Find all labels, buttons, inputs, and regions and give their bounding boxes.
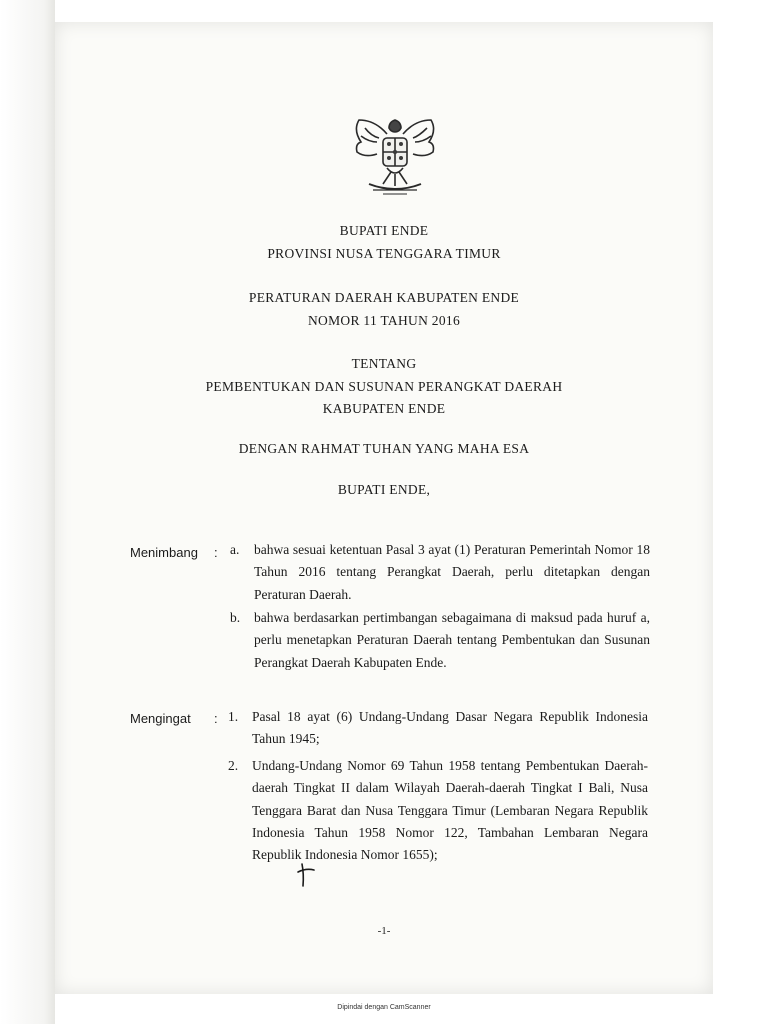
item-text: Pasal 18 ayat (6) Undang-Undang Dasar Negara Republik Indonesia Tahun 1945; [252,709,648,747]
scan-margin [0,0,55,1024]
nomor-heading: NOMOR 11 TAHUN 2016 [308,313,460,328]
item-mark: 2. [228,758,239,773]
handwritten-initial-icon [296,862,318,888]
mengingat-colon: : [214,711,218,726]
scanner-footer: Dipindai dengan CamScanner [337,1004,431,1011]
mengingat-item-2 [228,755,648,866]
garuda-emblem-icon [347,110,443,205]
judul-line-1: PEMBENTUKAN DAN SUSUNAN PERANGKAT DAERAH [205,379,563,394]
rahmat-line: DENGAN RAHMAT TUHAN YANG MAHA ESA [238,441,530,456]
tentang-heading: TENTANG [351,356,417,371]
item-text: bahwa sesuai ketentuan Pasal 3 ayat (1) Peraturan Pemerintah Nomor 18 Tahun 2016 tentang Perangkat Daerah, perlu ditetapkan dengan Peraturan Daerah. [254,542,650,602]
mengingat-item-1 [228,706,648,751]
mengingat-label: Mengingat [130,711,191,726]
peraturan-heading: PERATURAN DAERAH KABUPATEN ENDE [248,290,520,305]
bupati-heading: BUPATI ENDE [339,223,429,238]
item-mark: b. [230,610,241,625]
menimbang-item-a [230,539,650,606]
item-mark: 1. [228,709,239,724]
menimbang-item-b [230,607,650,674]
page-number: -1- [377,925,391,937]
item-mark: a. [230,542,240,557]
menimbang-label: Menimbang [130,545,198,560]
item-text: bahwa berdasarkan pertimbangan sebagaimana di maksud pada huruf a, perlu menetapkan Peraturan Daerah tentang Pembentukan dan Susunan Perangkat Daerah Kabupaten Ende. [254,610,650,670]
menimbang-colon: : [214,545,218,560]
judul-line-2: KABUPATEN ENDE [322,401,446,416]
provinsi-heading: PROVINSI NUSA TENGGARA TIMUR [267,246,501,261]
bupati-closing: BUPATI ENDE, [337,482,431,497]
item-text: Undang-Undang Nomor 69 Tahun 1958 tentang Pembentukan Daerah-daerah Tingkat II dalam Wilayah Daerah-daerah Tingkat I Bali, Nusa Tenggara Barat dan Nusa Tenggara Timur (Lembaran Negara Republik Indonesia Tahun 1958 Nomor 122, Tambahan Lembaran Negara Republik Indonesia Nomor 1655); [252,758,648,863]
